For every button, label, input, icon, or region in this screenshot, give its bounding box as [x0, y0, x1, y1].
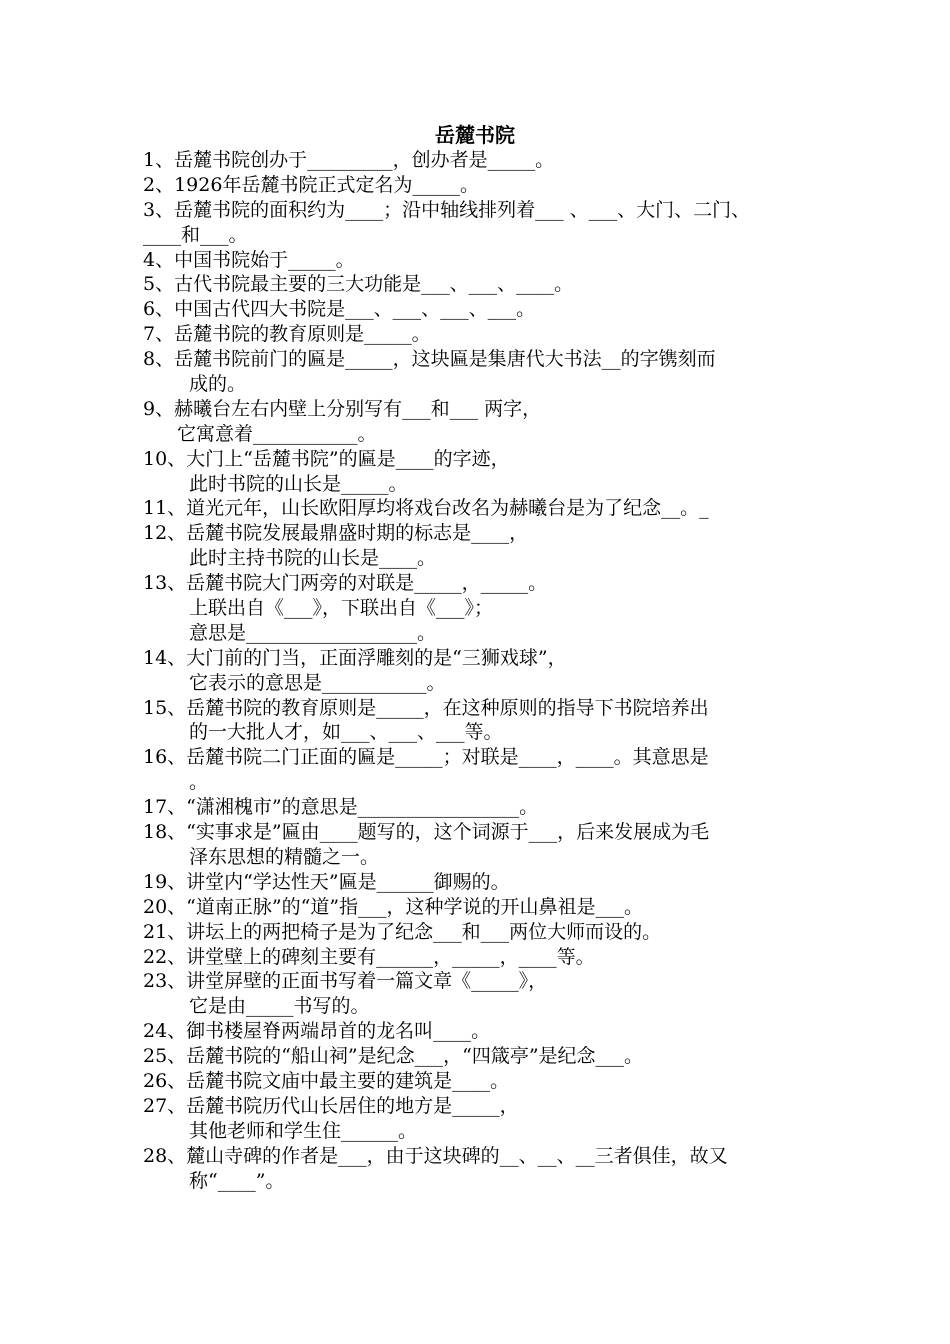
question-line: 28、麓山寺碑的作者是___，由于这块碑的__、__、__三者俱佳，故又	[143, 1144, 728, 1167]
question-line: 2、1926年岳麓书院正式定名为_____。	[143, 173, 479, 196]
question-line: 23、讲堂屏壁的正面书写着一篇文章《_____》，	[143, 970, 548, 993]
question-line: 10、大门上“岳麓书院”的匾是____的字迹，	[143, 447, 510, 470]
question-line: 它表示的意思是___________。	[189, 671, 446, 694]
question-line: 意思是__________________。	[189, 621, 437, 644]
question-line: 15、岳麓书院的教育原则是_____，在这种原则的指导下书院培养出	[143, 696, 709, 719]
question-line: 泽东思想的精髓之一。	[189, 845, 380, 868]
question-line: 12、岳麓书院发展最鼎盛时期的标志是____，	[143, 522, 529, 545]
question-line: 其他老师和学生住______。	[189, 1119, 418, 1142]
question-line: 上联出自《___》，下联出自《___》；	[189, 597, 494, 620]
question-line: 21、讲坛上的两把椅子是为了纪念___和___两位大师而设的。	[143, 920, 662, 943]
question-line: 。	[189, 771, 209, 794]
question-line: 4、中国书院始于_____。	[143, 248, 355, 271]
question-line: 20、“道南正脉”的“道”指___，这种学说的开山鼻祖是___。	[143, 895, 644, 918]
question-line: 此时书院的山长是_____。	[189, 472, 408, 495]
question-line: 26、岳麓书院文庙中最主要的建筑是____。	[143, 1069, 510, 1092]
question-line: 3、岳麓书院的面积约为____；沿中轴线排列着___ 、___、大门、二门、	[143, 198, 751, 221]
question-list	[143, 148, 815, 1193]
question-line: 它寓意着___________。	[177, 422, 377, 445]
question-line: 13、岳麓书院大门两旁的对联是_____，_____。	[143, 572, 548, 595]
question-line: 它是由_____书写的。	[189, 995, 370, 1018]
question-line: 18、“实事求是”匾由____题写的，这个词源于___，后来发展成为毛	[143, 821, 710, 844]
question-line: 14、大门前的门当，正面浮雕刻的是“三狮戏球”，	[143, 646, 567, 669]
page-title: 岳麓书院	[435, 123, 515, 147]
question-line: ____和___。	[143, 223, 248, 246]
question-line: 1、岳麓书院创办于_________，创办者是_____。	[143, 149, 555, 171]
question-line: 17、“潇湘槐市”的意思是_________________。	[143, 796, 539, 819]
question-line: 16、岳麓书院二门正面的匾是_____；对联是____，____。其意思是	[143, 746, 709, 769]
question-line: 成的。	[189, 373, 247, 396]
question-line: 25、岳麓书院的“船山祠”是纪念___，“四箴亭”是纪念___。	[143, 1045, 644, 1068]
question-line: 称“____”。	[189, 1169, 285, 1192]
question-line: 24、御书楼屋脊两端昂首的龙名叫____。	[143, 1020, 491, 1043]
question-line: 8、岳麓书院前门的匾是_____，这块匾是集唐代大书法__的字镌刻而	[143, 348, 716, 371]
question-line: 的一大批人才，如___、___、___等。	[189, 721, 503, 744]
question-line: 此时主持书院的山长是____。	[189, 547, 437, 570]
question-line: 22、讲堂壁上的碑刻主要有______，_____，____等。	[143, 945, 595, 968]
question-line: 7、岳麓书院的教育原则是_____。	[143, 323, 431, 346]
question-line: 27、岳麓书院历代山长居住的地方是_____，	[143, 1094, 519, 1117]
question-line: 5、古代书院最主要的三大功能是___、___、____。	[143, 273, 574, 296]
question-line: 19、讲堂内“学达性天”匾是______御赐的。	[143, 870, 510, 893]
question-line: 9、赫曦台左右内壁上分别写有___和___ 两字，	[143, 397, 542, 420]
question-line: 6、中国古代四大书院是___、___、___、___。	[143, 298, 536, 321]
question-line: 11、道光元年，山长欧阳厚均将戏台改名为赫曦台是为了纪念__。_	[143, 497, 709, 520]
